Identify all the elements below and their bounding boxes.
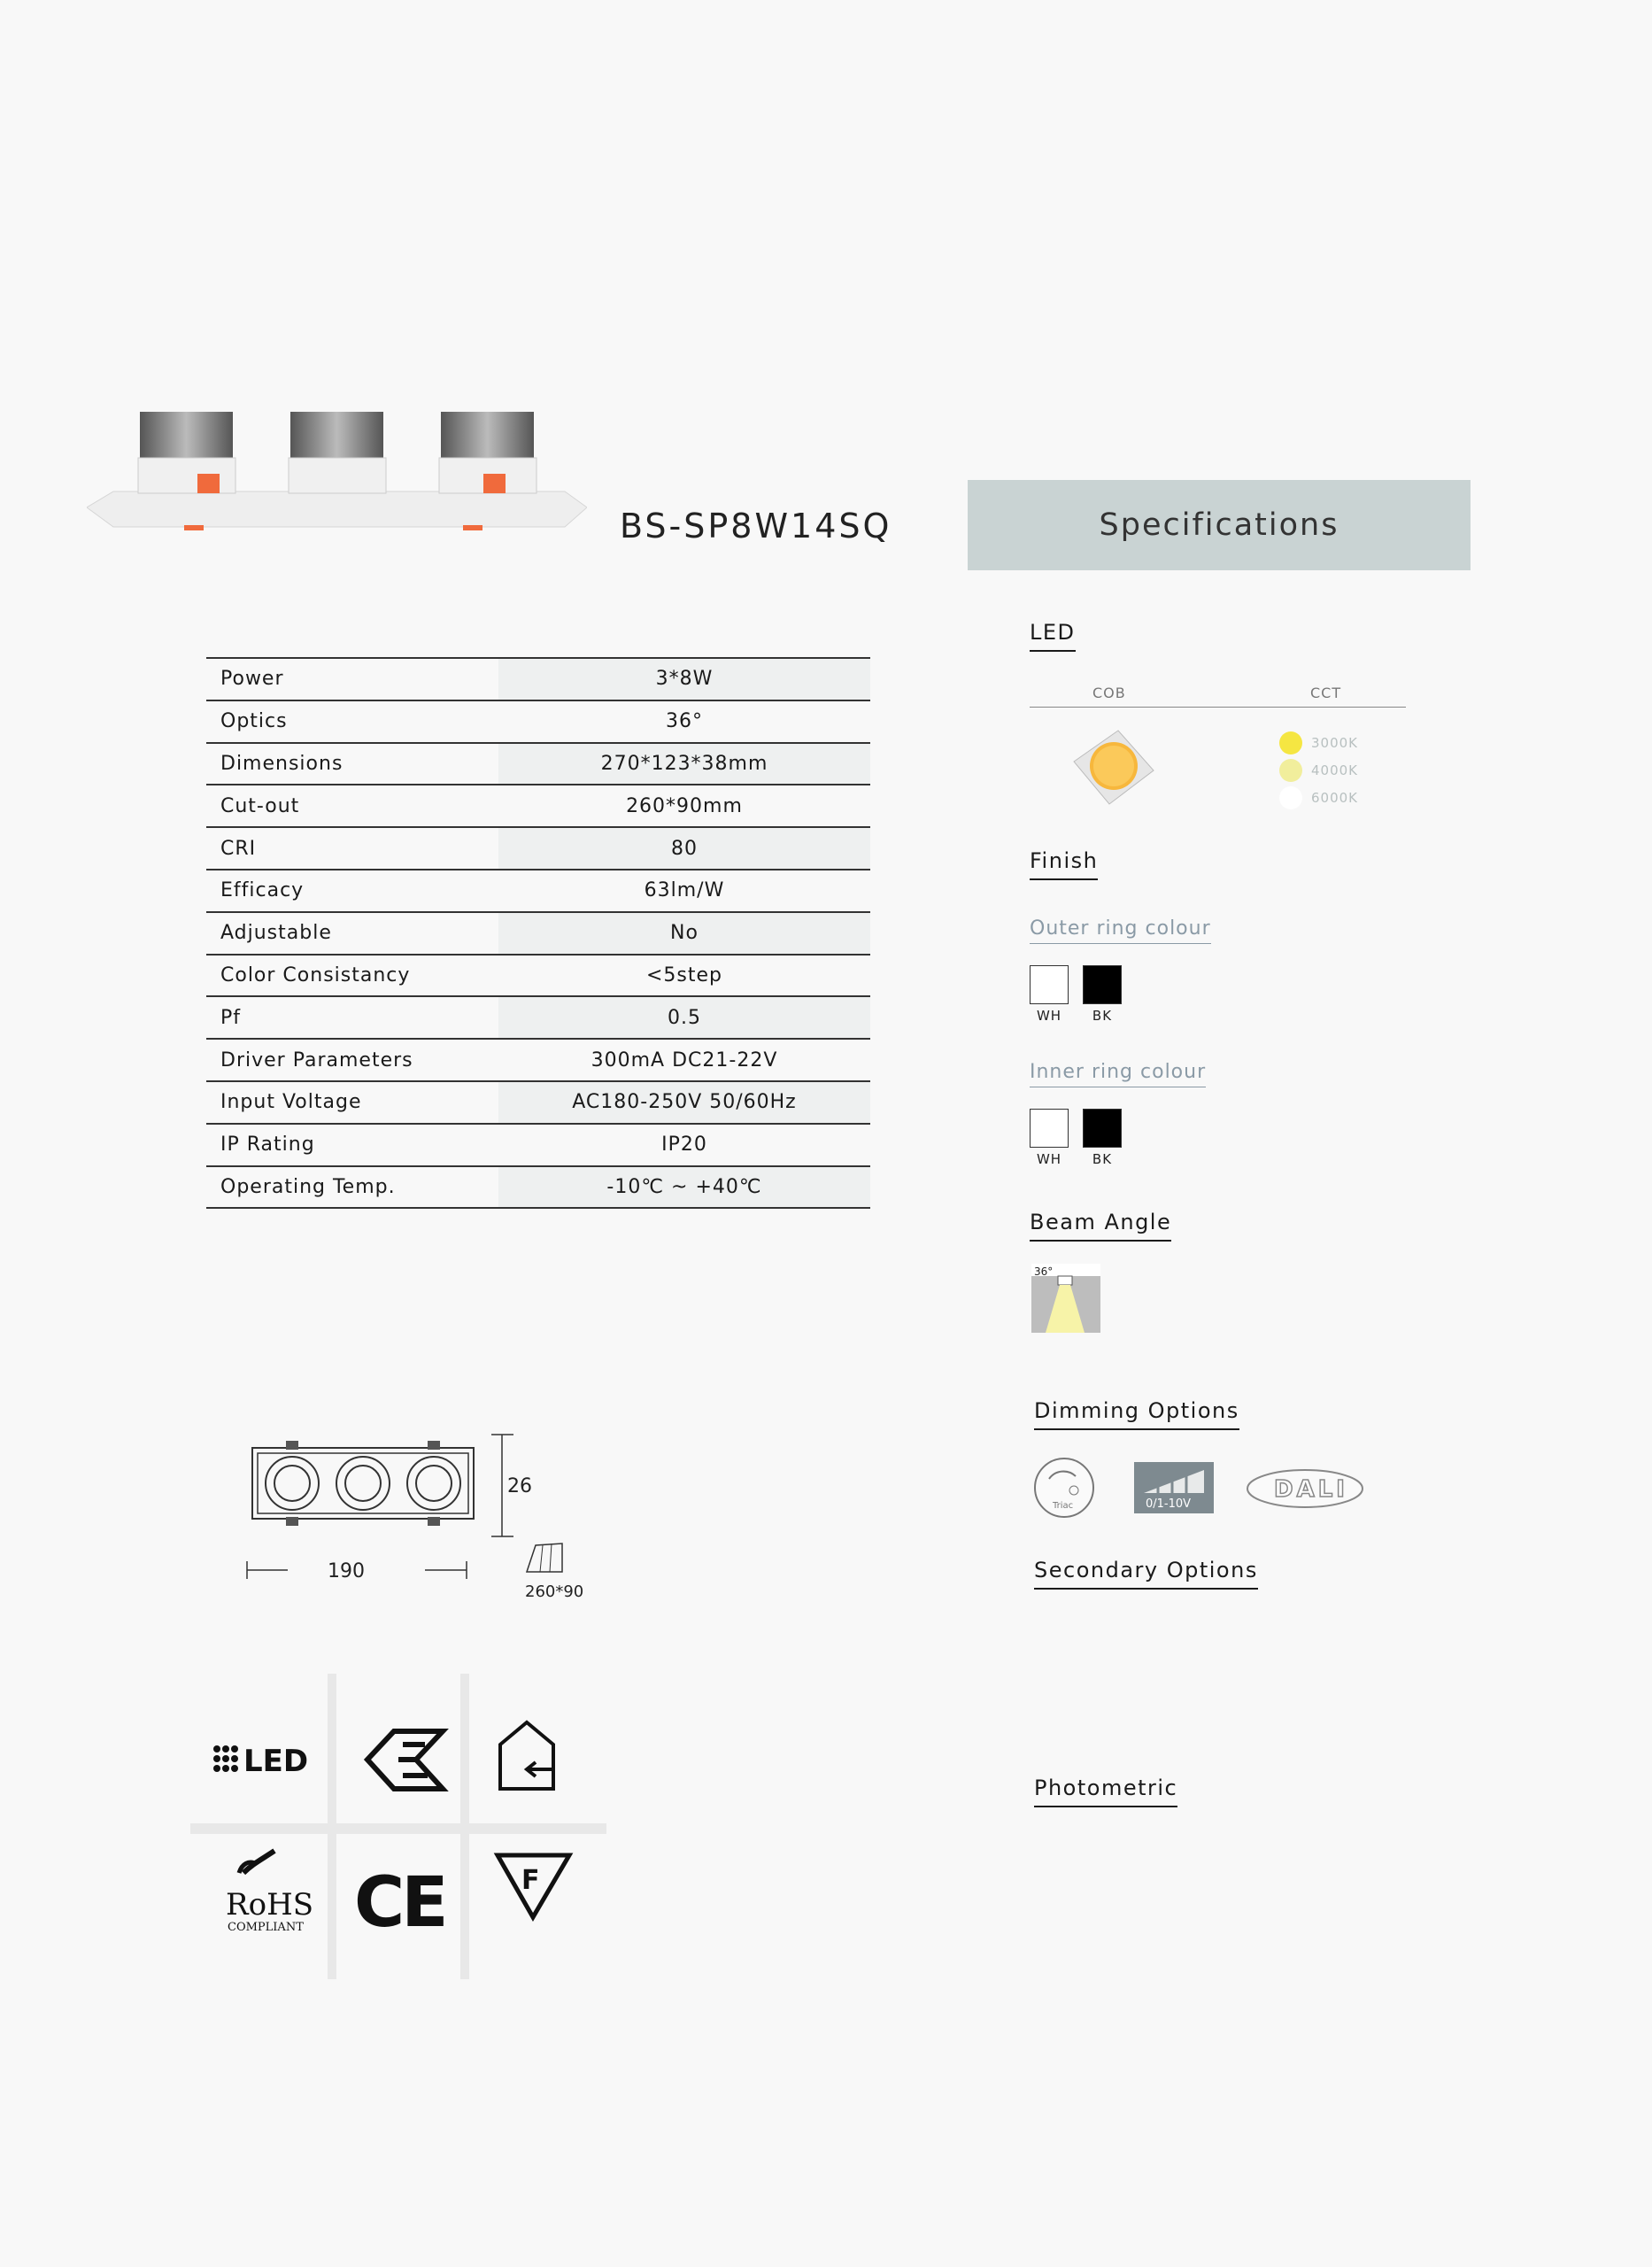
spec-value: IP20: [498, 1124, 870, 1166]
indoor-use-logo: [500, 1722, 553, 1789]
svg-text:RoHS: RoHS: [226, 1887, 314, 1923]
cct-swatch: [1279, 786, 1302, 809]
dali-logo: [1246, 1468, 1364, 1509]
spec-row: [206, 1039, 870, 1081]
colour-swatch: [1030, 965, 1069, 1004]
svg-text:Triac: Triac: [1053, 1501, 1074, 1511]
spec-value: 270*123*38mm: [498, 743, 870, 785]
spec-value: AC180-250V 50/60Hz: [498, 1081, 870, 1124]
cct-list: [1279, 729, 1358, 811]
spec-row: [206, 658, 870, 700]
cct-label: CCT: [1310, 685, 1342, 701]
svg-text:LED: LED: [243, 1744, 309, 1779]
colour-option-bk: [1083, 1109, 1122, 1167]
product-image: [87, 403, 587, 545]
banner-title: Specifications: [1099, 507, 1339, 543]
spec-value: 260*90mm: [498, 785, 870, 827]
svg-text:DALI: DALI: [1274, 1476, 1348, 1503]
spec-row: [206, 1124, 870, 1166]
colour-swatch: [1083, 965, 1122, 1004]
spec-key: Dimensions: [206, 743, 498, 785]
svg-text:COMPLIANT: COMPLIANT: [228, 1921, 304, 1934]
led-section-title: LED: [1030, 620, 1076, 652]
spec-key: Pf: [206, 996, 498, 1039]
spec-row: [206, 785, 870, 827]
spec-value: 63lm/W: [498, 870, 870, 912]
dimming-options-title: Dimming Options: [1034, 1398, 1239, 1430]
cutout-label: 260*90: [525, 1582, 584, 1601]
spec-key: IP Rating: [206, 1124, 498, 1166]
outer-ring-options: [1030, 965, 1122, 1024]
spec-key: Efficacy: [206, 870, 498, 912]
ce-logo: [354, 1863, 445, 1943]
svg-text:F: F: [521, 1865, 540, 1896]
colour-option-bk: [1083, 965, 1122, 1024]
triac-dimmer-icon: [1031, 1457, 1098, 1519]
rohs-logo: [226, 1851, 313, 1934]
f-mark-logo: [498, 1855, 569, 1917]
dimension-drawing: [243, 1430, 598, 1607]
specifications-banner: [968, 480, 1471, 570]
spec-key: Driver Parameters: [206, 1039, 498, 1081]
svg-text:0/1-10V: 0/1-10V: [1146, 1497, 1192, 1511]
photometric-title: Photometric: [1034, 1776, 1177, 1807]
spec-key: Color Consistancy: [206, 955, 498, 997]
cct-label: 4000K: [1311, 762, 1359, 778]
inner-ring-title: Inner ring colour: [1030, 1061, 1206, 1087]
spec-key: Adjustable: [206, 912, 498, 955]
energy-efficiency-logo: [367, 1731, 443, 1789]
spec-value: 80: [498, 827, 870, 870]
colour-swatch: [1030, 1109, 1069, 1148]
spec-key: Cut-out: [206, 785, 498, 827]
spec-row: [206, 870, 870, 912]
spec-value: No: [498, 912, 870, 955]
width-label: 190: [328, 1560, 365, 1582]
spec-value: -10℃ ~ +40℃: [498, 1166, 870, 1209]
spec-key: Input Voltage: [206, 1081, 498, 1124]
beam-angle-title: Beam Angle: [1030, 1210, 1171, 1242]
model-title: BS-SP8W14SQ: [620, 507, 892, 545]
cob-label: COB: [1092, 685, 1126, 701]
spec-key: Power: [206, 658, 498, 700]
finish-section-title: Finish: [1030, 848, 1098, 880]
spec-key: Operating Temp.: [206, 1166, 498, 1209]
colour-option-wh: [1030, 1109, 1069, 1167]
secondary-options-title: Secondary Options: [1034, 1558, 1258, 1590]
cct-label: 3000K: [1311, 734, 1359, 751]
spec-value: <5step: [498, 955, 870, 997]
beam-angle-value: 36°: [1034, 1265, 1054, 1278]
cct-option: [1279, 729, 1358, 756]
cct-swatch: [1279, 759, 1302, 782]
led-logo: [213, 1744, 308, 1779]
cct-label: 6000K: [1311, 789, 1359, 806]
spec-row: [206, 1166, 870, 1209]
analog-dimmer-icon: [1133, 1461, 1215, 1514]
height-label: 26: [507, 1475, 532, 1497]
beam-angle-diagram: [1031, 1264, 1100, 1333]
spec-key: Optics: [206, 700, 498, 743]
spec-key: CRI: [206, 827, 498, 870]
cct-option: [1279, 784, 1358, 811]
colour-label: WH: [1036, 1008, 1062, 1024]
spec-row: [206, 1081, 870, 1124]
spec-row: [206, 700, 870, 743]
led-divider: [1030, 707, 1406, 708]
certification-grid: [190, 1674, 606, 1979]
spec-row: [206, 955, 870, 997]
spec-row: [206, 996, 870, 1039]
colour-label: BK: [1092, 1151, 1113, 1167]
spec-value: 0.5: [498, 996, 870, 1039]
spec-row: [206, 827, 870, 870]
cct-swatch: [1279, 731, 1302, 754]
spec-value: 3*8W: [498, 658, 870, 700]
spec-value: 300mA DC21-22V: [498, 1039, 870, 1081]
inner-ring-options: [1030, 1109, 1122, 1167]
colour-label: WH: [1036, 1151, 1062, 1167]
cob-chip-icon: [1065, 726, 1158, 810]
colour-option-wh: [1030, 965, 1069, 1024]
spec-table: [206, 657, 870, 1209]
spec-value: 36°: [498, 700, 870, 743]
svg-text:CE: CE: [354, 1863, 445, 1943]
cct-option: [1279, 756, 1358, 784]
colour-label: BK: [1092, 1008, 1113, 1024]
outer-ring-title: Outer ring colour: [1030, 917, 1211, 944]
spec-row: [206, 743, 870, 785]
spec-row: [206, 912, 870, 955]
colour-swatch: [1083, 1109, 1122, 1148]
